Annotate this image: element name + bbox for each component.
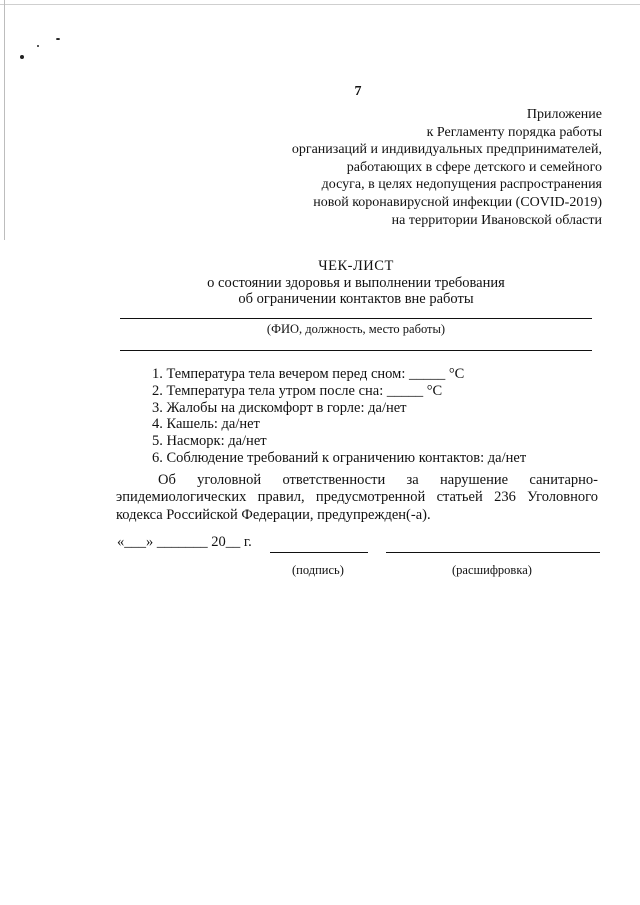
scan-edge-top (0, 4, 640, 5)
checklist-item: 1. Температура тела вечером перед сном: _____ °С (152, 366, 465, 382)
page-number: 7 (354, 84, 362, 99)
scan-speck (56, 38, 60, 40)
checklist-subtitle: о состоянии здоровья и выполнении требования (207, 274, 505, 291)
checklist-title-block (98, 258, 614, 308)
fio-fill-line (120, 318, 592, 319)
date-field: «___» _______ 20__ г. (117, 534, 252, 550)
appendix-line: к Регламенту порядка работы (426, 124, 602, 140)
appendix-line: досуга, в целях недопущения распространения (321, 177, 602, 193)
decoding-caption: (расшифровка) (452, 563, 532, 577)
appendix-line: на территории Ивановской области (391, 212, 602, 228)
checklist-title: ЧЕК-ЛИСТ (318, 258, 394, 274)
checklist-item: 4. Кашель: да/нет (152, 416, 260, 433)
appendix-line: Приложение (526, 107, 602, 122)
checklist-subtitle: об ограничении контактов вне работы (238, 291, 474, 307)
checklist-item: 2. Температура тела утром после сна: _____ °С (152, 382, 443, 399)
appendix-line: работающих в сфере детского и семейного (346, 159, 602, 175)
checklist-item: 6. Соблюдение требований к ограничению контактов: да/нет (152, 449, 527, 466)
appendix-header (292, 106, 602, 229)
signature-line (270, 552, 368, 553)
checklist-item: 3. Жалобы на дискомфорт в горле: да/нет (152, 399, 407, 416)
signature-caption: (подпись) (292, 563, 344, 577)
fio-caption: (ФИО, должность, место работы) (266, 322, 446, 336)
appendix-line: организаций и индивидуальных предпринимателей, (291, 142, 602, 158)
scan-edge-left (4, 0, 5, 240)
decoding-line (386, 552, 600, 553)
scan-speck (37, 45, 39, 47)
warning-rest: эпидемиологических правил, предусмотренной статьей 236 Уголовного кодекса Российской Федерации, предупрежден(-а). (116, 489, 598, 523)
warning-line: Об уголовной ответственности за нарушение санитарно- (158, 472, 598, 488)
liability-warning (116, 472, 598, 524)
checklist-item: 5. Насморк: да/нет (152, 433, 267, 450)
fio-fill-line-2 (120, 350, 592, 351)
checklist-items (152, 366, 526, 467)
scan-speck (20, 55, 24, 59)
appendix-line: новой коронавирусной инфекции (COVID-2019) (313, 194, 602, 210)
